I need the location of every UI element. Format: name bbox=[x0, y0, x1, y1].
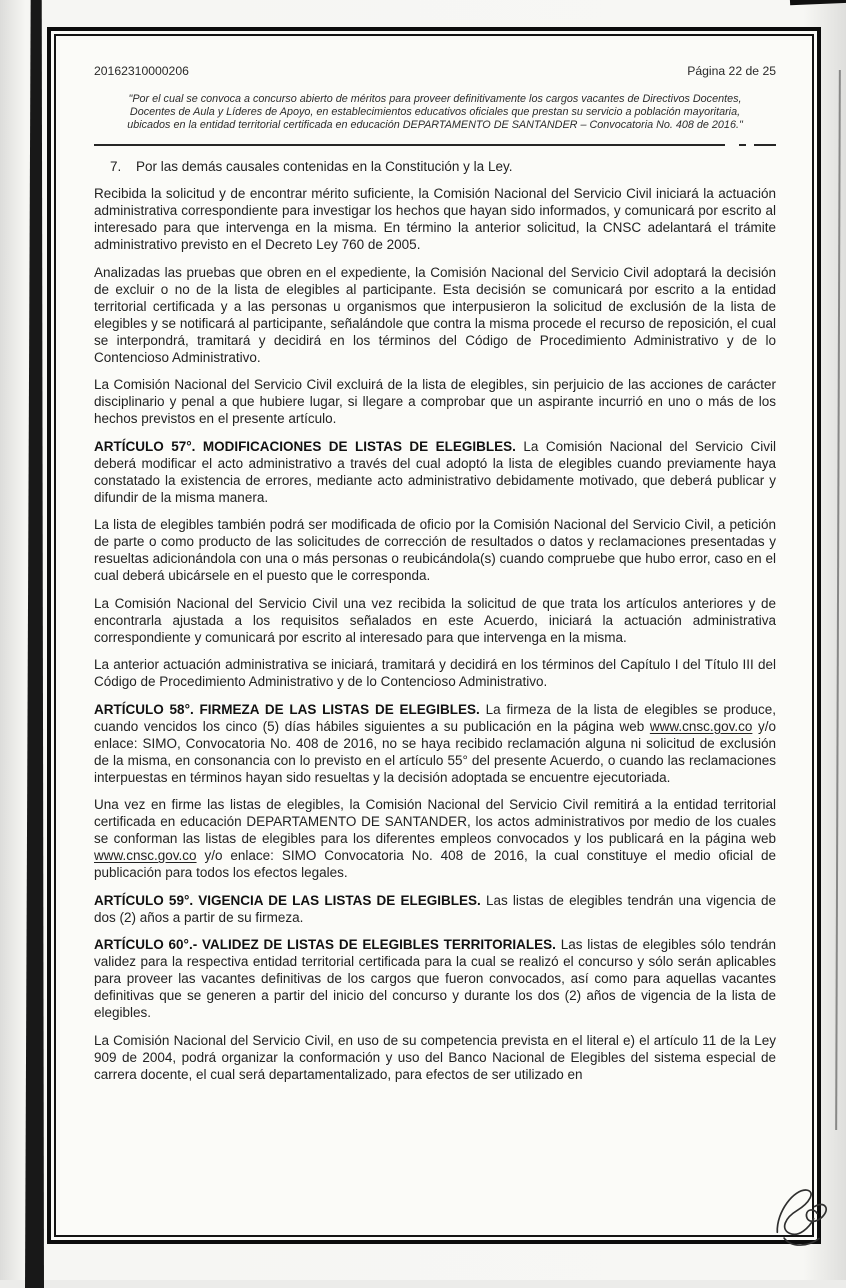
paragraph bbox=[94, 1032, 776, 1083]
paragraph bbox=[94, 656, 776, 690]
page-header bbox=[94, 64, 776, 78]
link-url: www.cnsc.gov.co bbox=[94, 848, 197, 864]
text-run: La anterior actuación administrativa se iniciará, tramitará y decidirá en los términos del Capítulo I del Título III del Código de Procedimiento Administrativo y de lo Contencioso Administrativo. bbox=[94, 657, 776, 690]
text-run: y/o enlace: SIMO Convocatoria No. 408 de 2016, la cual constituye el medio oficial de publicación para todos los efectos legales. bbox=[94, 848, 776, 881]
paragraph bbox=[94, 185, 776, 253]
article-heading-run: ARTÍCULO 59°. VIGENCIA DE LAS LISTAS DE ELEGIBLES. bbox=[94, 892, 486, 908]
list-marker: 7. bbox=[110, 158, 122, 174]
scan-artifact-left-band bbox=[25, 0, 44, 1288]
divider-line bbox=[94, 144, 725, 146]
page-content bbox=[54, 34, 814, 1237]
articulo-60 bbox=[94, 936, 776, 1021]
paragraph bbox=[94, 516, 776, 584]
text-run: La Comisión Nacional del Servicio Civil, en uso de su competencia prevista en el literal e) el artículo 11 de la Ley 909 de 2004, podrá organizar la conformación y uso del Banco Nacional de Elegibles del sistema especial de carrera docente, el cual será departamentalizado, para efectos de ser utilizado en bbox=[94, 1032, 776, 1082]
divider-dash-short bbox=[739, 144, 746, 146]
text-run: y/o enlace: SIMO, Convocatoria No. 408 de 2016, no se haya recibido reclamación alguna ni solicitud de exclusión de la misma, en consonancia con lo previsto en el artículo 55° del presente Acuerdo, o cuando las reclamaciones interpuestas en términos hayan sido resueltas y la decisión adoptada se encuentre ejecutoriada. bbox=[94, 718, 776, 785]
scan-artifact-right-line bbox=[835, 70, 841, 1130]
paragraph bbox=[94, 376, 776, 427]
articulo-58 bbox=[94, 701, 776, 786]
paragraph bbox=[94, 264, 776, 366]
articulo-57 bbox=[94, 438, 776, 506]
page-border bbox=[47, 27, 821, 1244]
text-run: Una vez en firme las listas de elegibles, la Comisión Nacional del Servicio Civil remitirá a la entidad territorial certificada en educación DEPARTAMENTO DE SANTANDER, los actos administrativos por medio de los cuales se conforman las listas de elegibles para los diferentes empleos convocados y los publicará en la página web bbox=[94, 797, 776, 847]
article-heading-run: ARTÍCULO 60°.- VALIDEZ DE LISTAS DE ELEGIBLES TERRITORIALES. bbox=[94, 937, 561, 953]
article-heading-run: ARTÍCULO 58°. FIRMEZA DE LAS LISTAS DE ELEGIBLES. bbox=[94, 701, 486, 717]
document-subject: "Por el cual se convoca a concurso abierto de méritos para proveer definitivamente los cargos vacantes de Directivos Docentes, Docentes de Aula y Líderes de Apoyo, en establecimientos educativos oficiales que prestan su servicio a población mayoritaria, ubicados en la entidad territorial certificada en educación DEPARTAMENTO DE SANTANDER – Convocatoria No. 408 de 2016." bbox=[127, 93, 743, 132]
scan-artifact-corner-mark bbox=[790, 0, 846, 5]
text-run: Analizadas las pruebas que obren en el expediente, la Comisión Nacional del Servicio Civil adoptará la decisión de excluir o no de la lista de elegibles al participante. Esta decisión se comunicará por escrito a la entidad territorial certificada y a las personas u organismos que interpusieron la solicitud de exclusión de la lista de elegibles y se notificará al participante, señalándole que contra la misma procede el recurso de reposición, el cual se interpondrá, tramitará y decidirá en los términos del Código de Procedimiento Administrativo y de lo Contencioso Administrativo. bbox=[94, 264, 776, 365]
list-item-7 bbox=[94, 158, 776, 175]
text-run: La Comisión Nacional del Servicio Civil deberá modificar el acto administrativo a través del cual adoptó la lista de elegibles cuando previamente haya constatado la existencia de errores, mediante acto administrativo debidamente motivado, que deberá publicar y difundir de la misma manera. bbox=[94, 438, 776, 505]
header-divider bbox=[94, 144, 776, 146]
text-run: La firmeza de la lista de elegibles se produce, cuando vencidos los cinco (5) días hábiles siguientes a su publicación en la página web bbox=[94, 701, 776, 734]
divider-dash-long bbox=[754, 144, 776, 146]
articulo-59 bbox=[94, 892, 776, 926]
paragraph bbox=[94, 595, 776, 646]
article-heading-run: ARTÍCULO 57°. MODIFICACIONES DE LISTAS DE ELEGIBLES. bbox=[94, 438, 524, 454]
link-url: www.cnsc.gov.co bbox=[649, 718, 753, 734]
document-body bbox=[94, 158, 776, 1083]
text-run: La lista de elegibles también podrá ser modificada de oficio por la Comisión Nacional del Servicio Civil, a petición de parte o como producto de las solicitudes de corrección de resultados o datos y reclamaciones presentadas y resueltas adicionándola con una o más personas o reubicándola(s) cuando compruebe que hubo error, caso en el cual deberá ubicársele en el puesto que le corresponda. bbox=[94, 517, 776, 584]
text-run: Recibida la solicitud y de encontrar mérito suficiente, la Comisión Nacional del Servicio Civil iniciará la actuación administrativa correspondiente para investigar los hechos que hayan sido informados, y comunicará por escrito al interesado para que intervenga en la misma. En término la anterior solicitud, la CNSC adelantará el trámite administrativo previsto en el Decreto Ley 760 de 2005. bbox=[94, 186, 776, 253]
paragraph bbox=[94, 796, 776, 881]
page-number: Página 22 de 25 bbox=[687, 64, 776, 78]
text-run: La Comisión Nacional del Servicio Civil excluirá de la lista de elegibles, sin perjuicio de las acciones de carácter disciplinario y penal a que hubiere lugar, si llegare a comprobar que un aspirante incurrió en uno o más de los hechos previstos en el presente artículo. bbox=[94, 377, 776, 427]
text-run: La Comisión Nacional del Servicio Civil una vez recibida la solicitud de que trata los artículos anteriores y de encontrarla ajustada a los requisitos señalados en este Acuerdo, iniciará la actuación administrativa correspondiente y comunicará por escrito al interesado para que intervenga en la misma. bbox=[94, 595, 776, 645]
text-run: Las listas de elegibles sólo tendrán validez para la respectiva entidad territorial certificada para la cual se realizó el concurso y sólo serán aplicables para proveer las vacantes definitivas de los cargos que fueron convocados, así como para aquellas vacantes definitivas que se generen a partir del inicio del concurso y durante los dos (2) años de vigencia de la lista de elegibles. bbox=[94, 937, 776, 1021]
text-run: Las listas de elegibles tendrán una vigencia de dos (2) años a partir de su firmeza. bbox=[94, 892, 776, 925]
document-number: 20162310000206 bbox=[94, 64, 189, 78]
text-run: Por las demás causales contenidas en la Constitución y la Ley. bbox=[136, 158, 513, 174]
